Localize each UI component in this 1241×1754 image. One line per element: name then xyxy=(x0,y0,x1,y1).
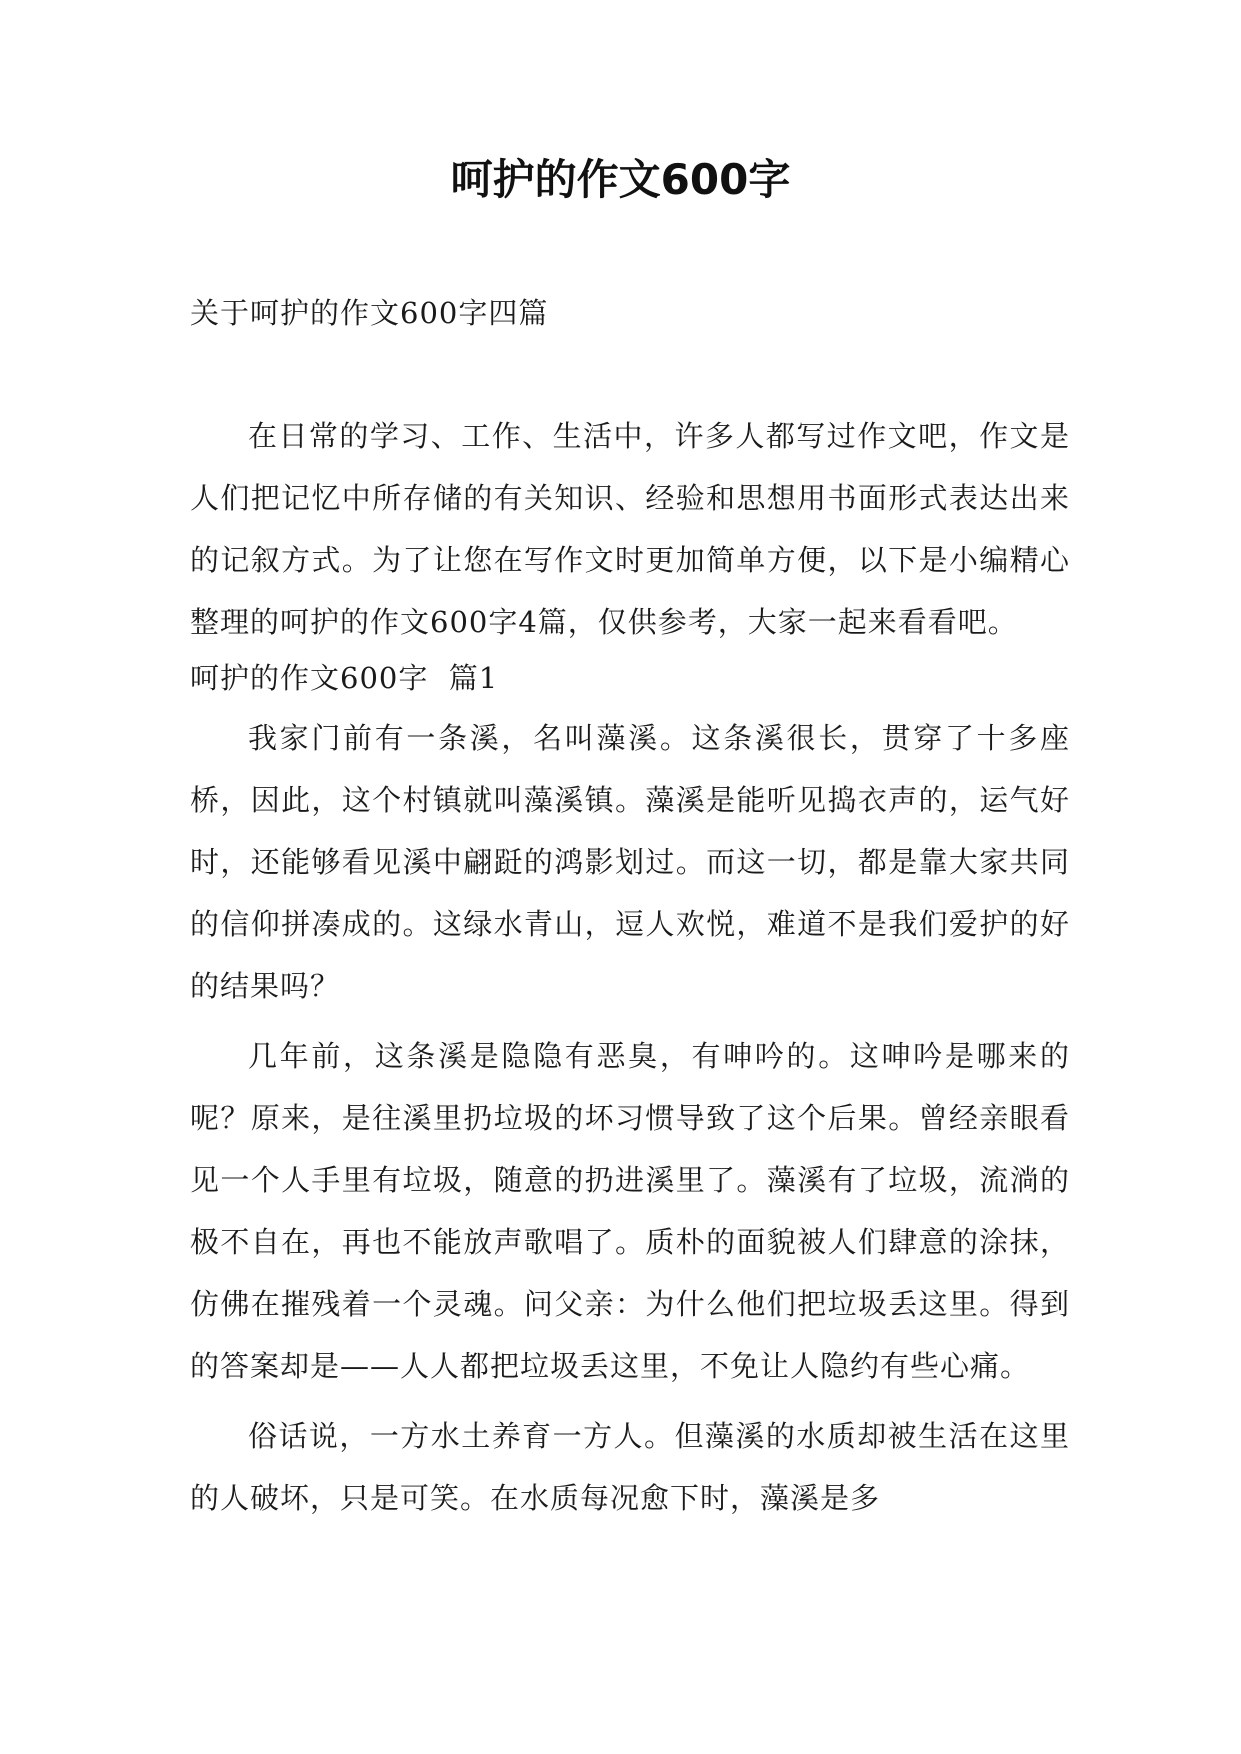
body-paragraph: 俗话说，一方水土养育一方人。但藻溪的水质却被生活在这里的人破坏，只是可笑。在水质每况愈下时，藻溪是多 xyxy=(190,1419,1070,1515)
body-paragraph: 我家门前有一条溪，名叫藻溪。这条溪很长，贯穿了十多座桥，因此，这个村镇就叫藻溪镇。藻溪是能听见捣衣声的，运气好时，还能够看见溪中翩跹的鸿影划过。而这一切，都是靠大家共同的信仰拼凑成的。这绿水青山，逗人欢悦，难道不是我们爱护的好的结果吗？ xyxy=(190,721,1070,1003)
section-heading: 呵护的作文600字 篇1 xyxy=(190,661,499,695)
document-subtitle: 关于呵护的作文600字四篇 xyxy=(190,296,549,330)
document-body xyxy=(190,405,1070,1529)
body-paragraph: 几年前，这条溪是隐隐有恶臭，有呻吟的。这呻吟是哪来的呢？原来，是往溪里扔垃圾的坏习惯导致了这个后果。曾经亲眼看见一个人手里有垃圾，随意的扔进溪里了。藻溪有了垃圾，流淌的极不自在，再也不能放声歌唱了。质朴的面貌被人们肆意的涂抹，仿佛在摧残着一个灵魂。问父亲：为什么他们把垃圾丢这里。得到的答案却是——人人都把垃圾丢这里，不免让人隐约有些心痛。 xyxy=(190,1039,1070,1383)
document-title: 呵护的作文600字 xyxy=(450,155,791,204)
intro-paragraph: 在日常的学习、工作、生活中，许多人都写过作文吧，作文是人们把记忆中所存储的有关知识、经验和思想用书面形式表达出来的记叙方式。为了让您在写作文时更加简单方便，以下是小编精心整理的呵护的作文600字4篇，仅供参考，大家一起来看看吧。 xyxy=(190,419,1070,639)
